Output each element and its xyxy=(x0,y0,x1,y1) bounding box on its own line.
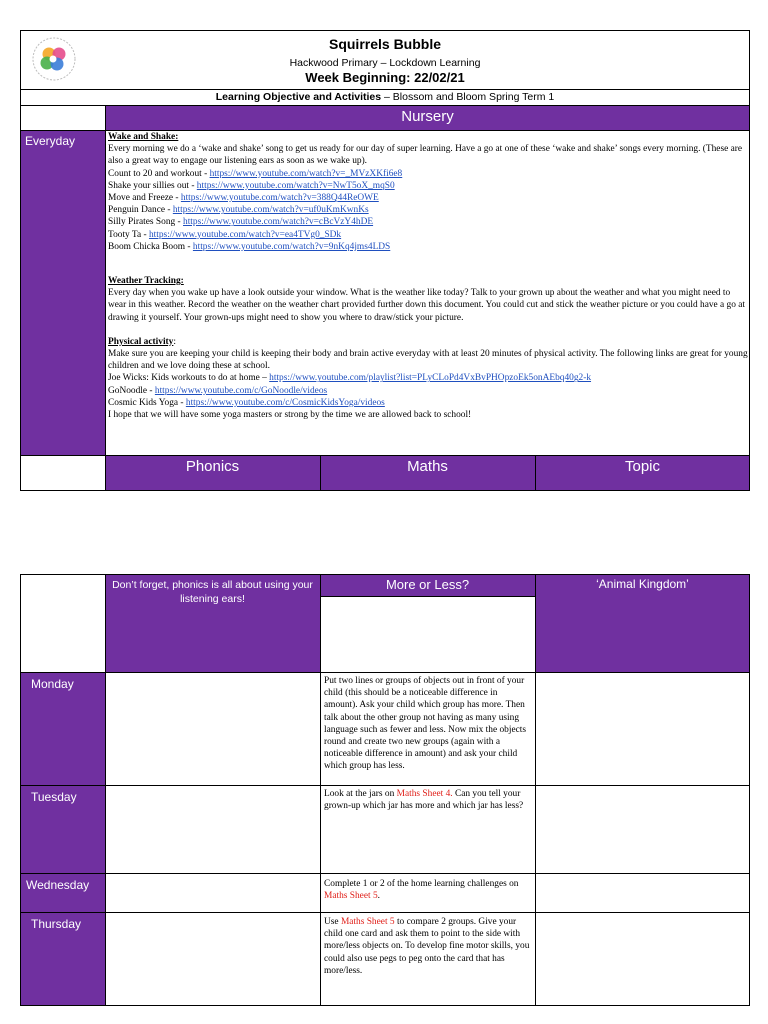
maths-sheet-ref: Maths Sheet 5 xyxy=(324,891,378,902)
song-item: Move and Freeze - https://www.youtube.com/watch?v=388Q44ReOWE xyxy=(108,193,379,204)
topic-title: ‘Animal Kingdom’ xyxy=(596,577,689,591)
subject-topic: Topic xyxy=(624,458,661,475)
pe-link-item: Joe Wicks: Kids workouts to do at home – https://www.youtube.com/playlist?list=PLyCLoPd4VxBvPHOpzoEk5onAEbq40g2-k xyxy=(108,373,592,384)
pe-link[interactable]: https://www.youtube.com/c/CosmicKidsYoga/videos xyxy=(185,397,385,408)
phonics-header: Don’t forget, phonics is all about using your listening ears! xyxy=(112,579,313,605)
day-tuesday: Tuesday xyxy=(31,790,77,804)
subject-phonics: Phonics xyxy=(185,458,240,475)
wake-intro: Every morning we do a ‘wake and shake’ song to get us ready for our day of super learning. Have a go at one of these ‘wake and shake’ songs every morning. (These are also a great way to engage our listening ears as soon as we wake up). xyxy=(108,144,743,167)
everyday-label: Everyday xyxy=(25,134,76,148)
day-monday: Monday xyxy=(31,677,74,691)
song-list xyxy=(108,168,748,253)
school-line: Hackwood Primary – Lockdown Learning xyxy=(289,57,481,69)
maths-monday: Put two lines or groups of objects out in front of your child (this should be a noticeable difference in amount). Ask your child which group has more. Then talk about the other group not having as many using language such as fewer and less. Now mix the objects round and create two new groups (again with a noticeable difference in amount) and ask your child which group has less. xyxy=(324,676,527,772)
song-item: Count to 20 and workout - https://www.youtube.com/watch?v=_MVzXKfi6e8 xyxy=(108,168,403,179)
day-thursday: Thursday xyxy=(31,917,82,931)
objective-bold: Learning Objective and Activities xyxy=(215,91,382,103)
maths-title: More or Less? xyxy=(385,577,470,592)
everyday-content: Wake and Shake: Every morning we do a ‘wake and shake’ song to get us ready for our day of super learning. Have a go at one of these ‘wake and shake’ songs every morning. (These are also a great way to engage our listening ears as soon as we wake up). Count to 20 and workout - https://www.youtube.com/watch?v=_MVzXKfi6e8 Shake your sillies out - https://www.youtube.com/watch?v=NwT5oX_mqS0 Move and Freeze - https://www.youtube.com/watch?v=388Q44ReOWE Penguin Dance - https://www.youtube.com/watch?v=uf0uKmKwnKs Silly Pirates Song - https://www.youtube.com/watch?v=cBcVzY4hDE Tooty Ta - https://www.youtube.com/watch?v=ea4TVg0_SDk Boom Chicka Boom - https://www.youtube.com/watch?v=9nKq4jms4LDS Weather Tracking: Every day when you wake up have a look outside your window. What is the weather like today? Talk to your grown up about the weather and what you might need to wear in this weather. Record the weather on the weather chart provided further down this document. You could cut and stick the weather picture or you could have a go at drawing it yourself. Your grown-ups might need to show you where to draw/stick your picture. Physical activity: Make sure you are keeping your child is keeping their body and brain active everyday with at least 20 minutes of physical activity. The following links are great for young children and we love doing these at school. Joe Wicks: Kids workouts to do at home – https://www.youtube.com/playlist?list=PLyCLoPd4VxBvPHOpzoEk5onAEbq40g2-k GoNoodle - https://www.youtube.com/c/GoNoodle/videos Cosmic Kids Yoga - https://www.youtube.com/c/CosmicKidsYoga/videos I hope that we will have some yoga masters or strong by the time we are allowed back to school! xyxy=(108,132,748,421)
objective-line xyxy=(20,91,750,103)
table-2 xyxy=(20,574,750,1006)
song-item: Penguin Dance - https://www.youtube.com/watch?v=uf0uKmKwnKs xyxy=(108,205,369,216)
week-beginning: Week Beginning: 22/02/21 xyxy=(305,70,465,85)
physical-heading: Physical activity xyxy=(108,336,174,347)
maths-wednesday: Complete 1 or 2 of the home learning challenges on Maths Sheet 5. xyxy=(324,879,519,902)
everyday-label-cell xyxy=(20,130,105,455)
pe-link-item: GoNoodle - https://www.youtube.com/c/GoNoodle/videos xyxy=(108,385,328,396)
closing-text: I hope that we will have some yoga masters or strong by the time we are allowed back to school! xyxy=(108,410,472,421)
pe-link-item: Cosmic Kids Yoga - https://www.youtube.com/c/CosmicKidsYoga/videos xyxy=(108,397,385,408)
song-link[interactable]: https://www.youtube.com/watch?v=NwT5oX_mqS0 xyxy=(196,180,395,191)
class-name: Nursery xyxy=(401,108,454,125)
physical-text: Make sure you are keeping your child is keeping their body and brain active everyday with at least 20 minutes of physical activity. The following links are great for young children and we love doing these at school. xyxy=(108,349,748,372)
weather-heading: Weather Tracking: xyxy=(108,276,184,287)
song-link[interactable]: https://www.youtube.com/watch?v=cBcVzY4hDE xyxy=(183,217,374,228)
table-1 xyxy=(20,30,750,491)
day-column xyxy=(20,672,105,1006)
maths-tuesday: Look at the jars on Maths Sheet 4. Can you tell your grown-up which jar has more and which jar has less? xyxy=(324,789,524,812)
maths-desc: Eventually, the idea of more and less is that your child will be able to not only count groups of objects and tell you which has more/less, but that they can also visually tell a difference between groups of objects and tell you which has more/less. xyxy=(328,599,527,658)
maths-sheet-ref: Maths Sheet 5 xyxy=(340,917,395,927)
subject-maths: Maths xyxy=(407,458,448,475)
pe-link[interactable]: https://www.youtube.com/playlist?list=PLyCLoPd4VxBvPHOpzoEk5onAEbq40g2-k xyxy=(269,373,592,384)
song-item: Boom Chicka Boom - https://www.youtube.com/watch?v=9nKq4jms4LDS xyxy=(108,241,391,252)
weather-text: Every day when you wake up have a look outside your window. What is the weather like today? Talk to your grown up about the weather and what you might need to wear in this weather. Record the weather on the weather chart provided further down this document. You could cut and stick the weather picture or you could have a go at drawing it yourself. Your grown-ups might need to show you where to draw/stick your picture. xyxy=(108,288,746,323)
maths-thursday: Use Maths Sheet 5 to compare 2 groups. Give your child one card and ask them to point to the side with more/less objects on. To develop fine motor skills, you could also use pegs to peg onto the card that has more/less. xyxy=(324,917,530,976)
song-link[interactable]: https://www.youtube.com/watch?v=388Q44ReOWE xyxy=(180,193,379,204)
pe-link[interactable]: https://www.youtube.com/c/GoNoodle/videos xyxy=(154,385,328,396)
song-link[interactable]: https://www.youtube.com/watch?v=ea4TVg0_SDk xyxy=(148,229,342,240)
day-wednesday: Wednesday xyxy=(26,878,90,892)
song-item: Tooty Ta - https://www.youtube.com/watch?v=ea4TVg0_SDk xyxy=(108,229,342,240)
song-link[interactable]: https://www.youtube.com/watch?v=uf0uKmKwnKs xyxy=(172,205,369,216)
wake-heading: Wake and Shake: xyxy=(108,132,179,142)
page-title: Squirrels Bubble xyxy=(328,36,442,52)
song-link[interactable]: https://www.youtube.com/watch?v=_MVzXKfi6e8 xyxy=(209,168,403,179)
maths-sheet-ref: Maths Sheet 4. xyxy=(396,789,453,799)
song-item: Silly Pirates Song - https://www.youtube.com/watch?v=cBcVzY4hDE xyxy=(108,217,374,228)
song-link[interactable]: https://www.youtube.com/watch?v=9nKq4jms4LDS xyxy=(192,241,391,252)
song-item: Shake your sillies out - https://www.youtube.com/watch?v=NwT5oX_mqS0 xyxy=(108,180,395,191)
objective-rest: – Blossom and Bloom Spring Term 1 xyxy=(381,91,555,103)
